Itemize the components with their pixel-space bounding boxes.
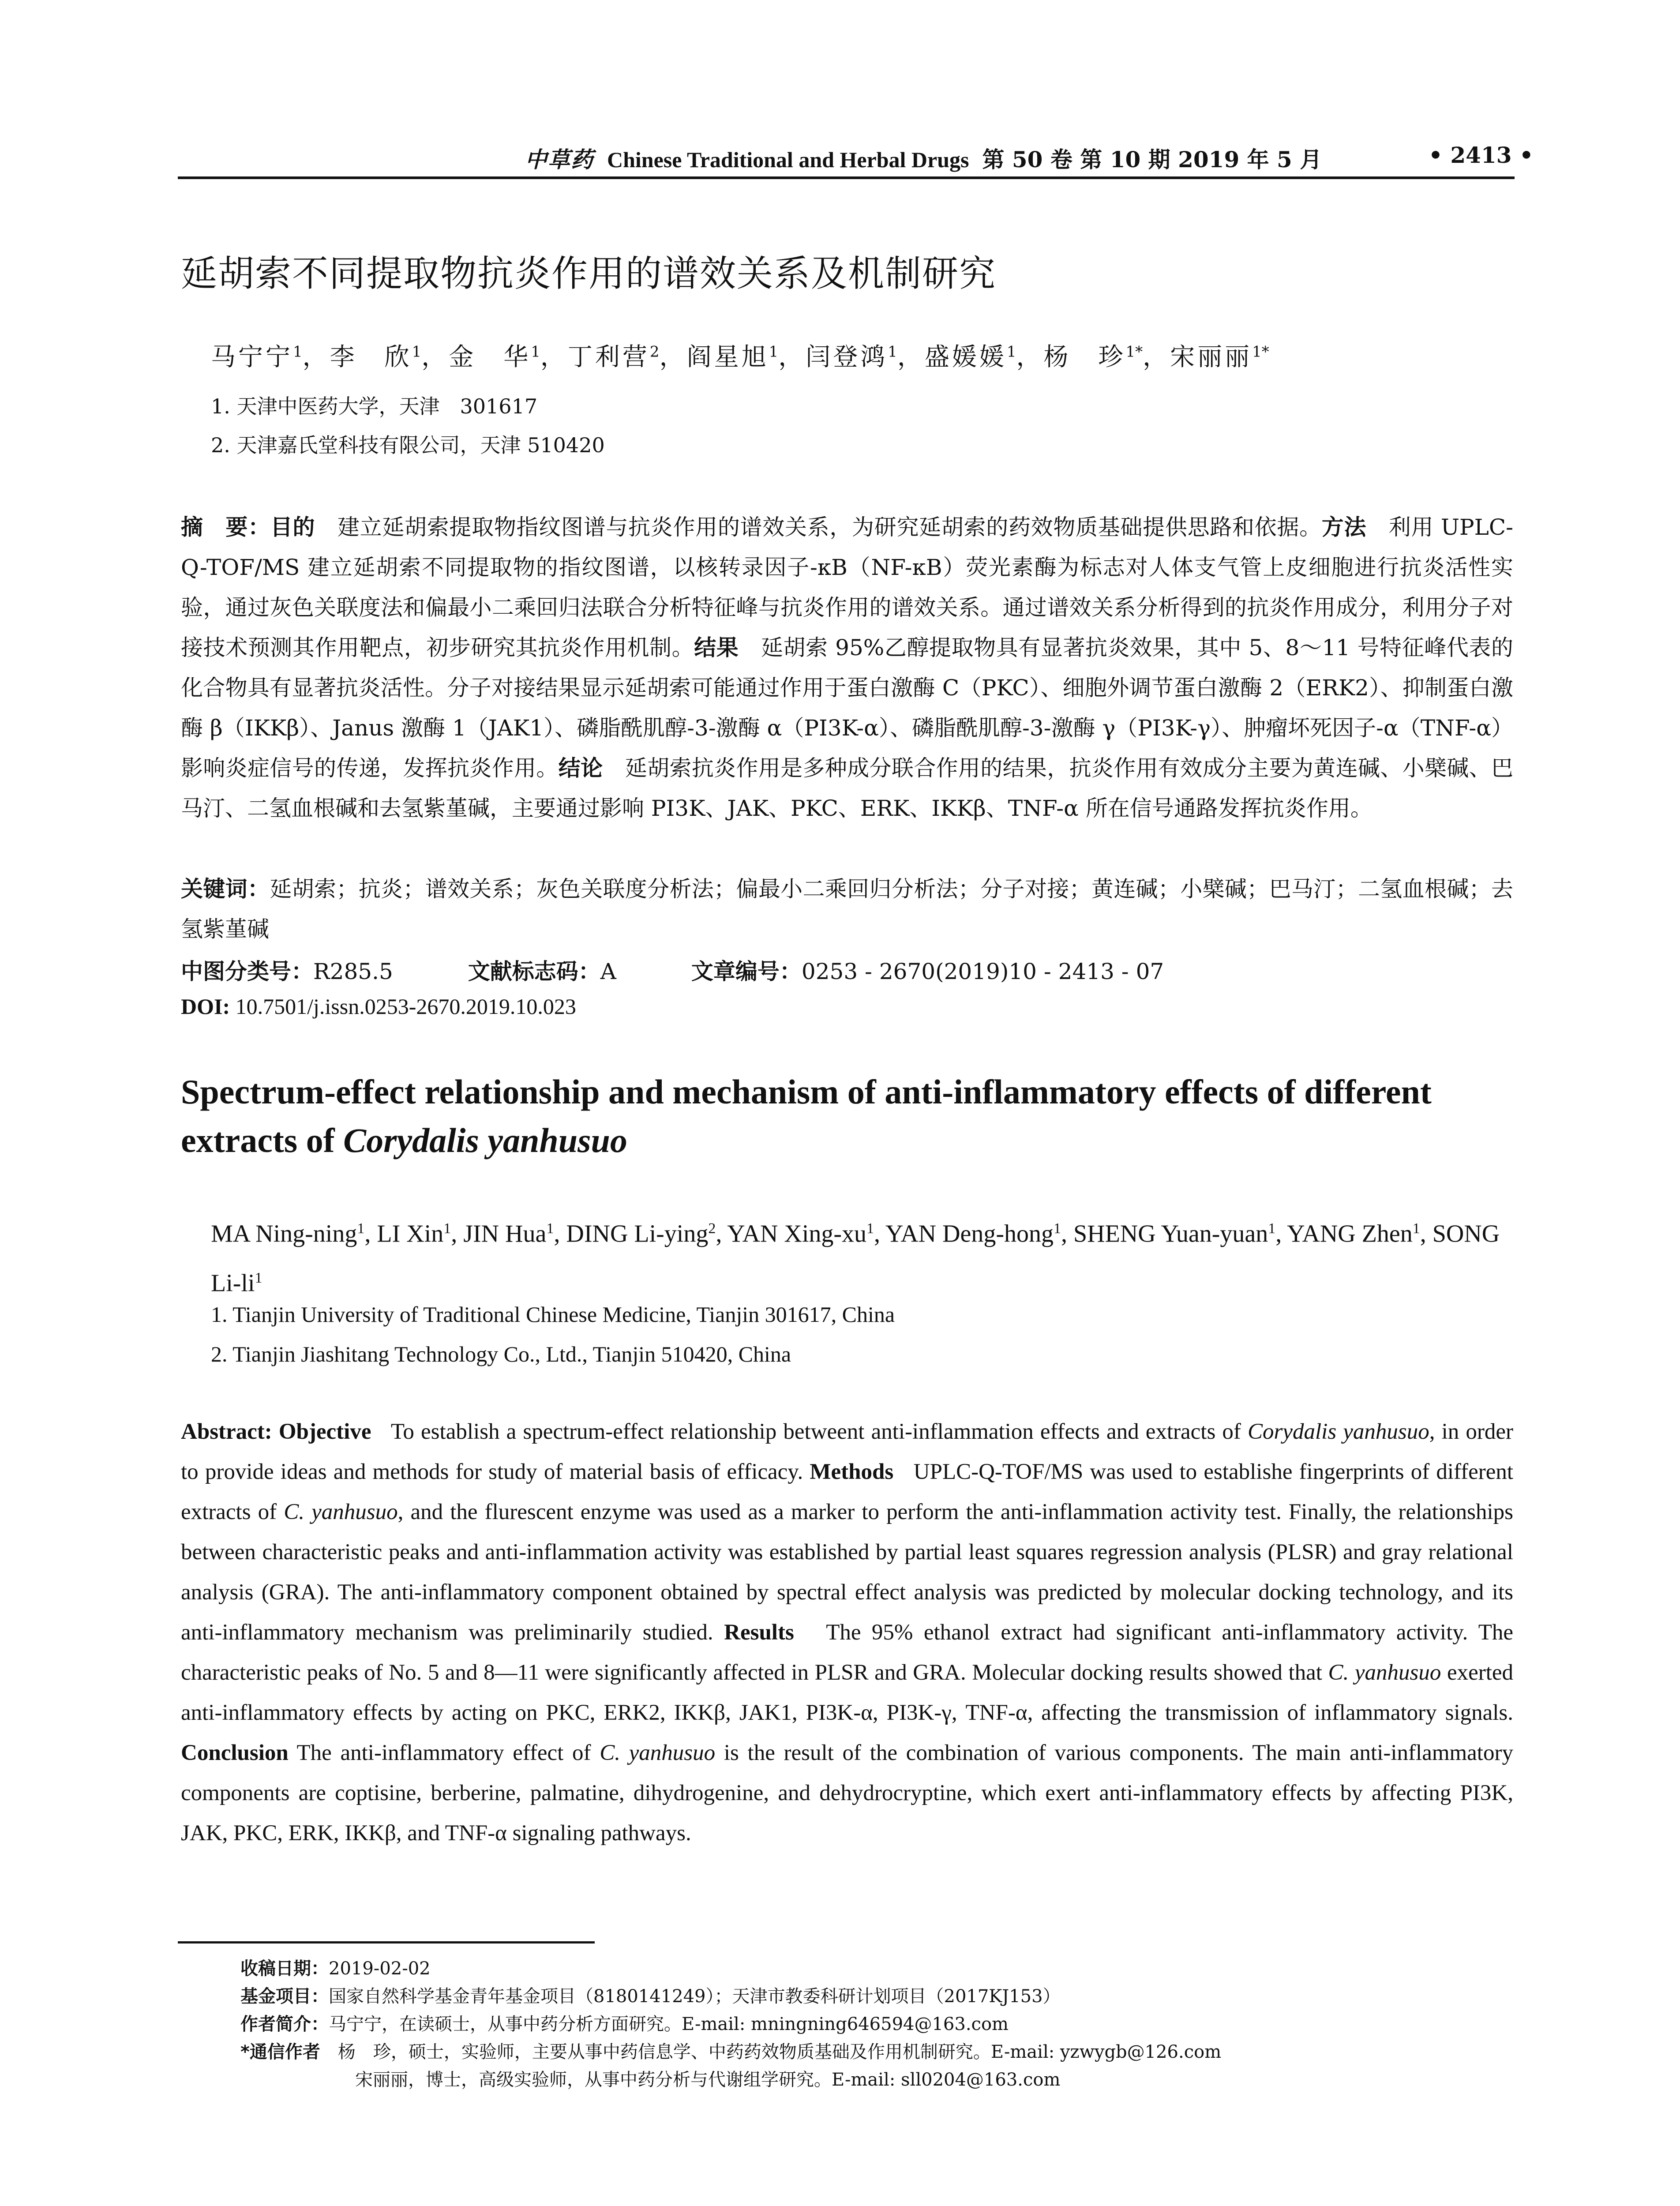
author: 丁利营 bbox=[567, 343, 650, 371]
footnote-corresponding-2: 宋丽丽，博士，高级实验师，从事中药分析与代谢组学研究。E-mail: sll0204@163.com bbox=[355, 2070, 1061, 2090]
author: 宋丽丽 bbox=[1170, 343, 1252, 371]
cn-author-list: 马宁宁$^1$，李 欣$^1$，金 华$^1$，丁利营$^2$，阎星旭$^1$，闫登鸿$^1$，盛媛媛$^1$，杨 珍$^{1*}$，宋丽丽$^{1*}$ bbox=[211, 343, 1269, 371]
footnote-fund: 基金项目：国家自然科学基金青年基金项目（8180141249）；天津市教委科研计划项目（2017KJ153） bbox=[240, 1986, 1061, 2007]
author: 马宁宁 bbox=[211, 343, 293, 371]
issue-info: 第 50 卷 第 10 期 2019 年 5 月 bbox=[982, 146, 1322, 173]
author: 金 华 bbox=[449, 343, 531, 371]
journal-header bbox=[525, 142, 1322, 174]
en-author-list: MA Ning-ning$^1$, LI Xin$^1$, JIN Hua$^1$, DING Li-ying$^2$, YAN Xing-$xu^1$, YAN Deng-hong$^1$, SHENG Yuan-yuan$^1$, YANG Zhen$^1$, SONG $Li-li^1$ bbox=[211, 1220, 1500, 1297]
en-title: Spectrum-effect relationship and mechanism of anti-inflammatory effects of different extracts of Corydalis yanhusuo bbox=[181, 1073, 1432, 1159]
footnote-rule bbox=[178, 1941, 595, 1943]
cn-affiliation: 2. 天津嘉氏堂科技有限公司，天津 510420 bbox=[211, 433, 605, 457]
doi-link[interactable]: 10.7501/j.issn.0253-2670.2019.10.023 bbox=[235, 994, 576, 1019]
cn-title: 延胡索不同提取物抗炎作用的谱效关系及机制研究 bbox=[181, 253, 997, 295]
cn-keywords: 关键词：延胡索；抗炎；谱效关系；灰色关联度分析法；偏最小二乘回归分析法；分子对接；黄连碱；小檗碱；巴马汀；二氢血根碱；去氢紫堇碱 bbox=[181, 876, 1514, 942]
header-rule bbox=[178, 176, 1515, 179]
author: 盛媛媛 bbox=[924, 343, 1007, 371]
journal-name: Chinese Traditional and Herbal Drugs bbox=[607, 147, 969, 172]
classification-line: 中图分类号：R285.5 文献标志码：A 文章编号：0253 - 2670(2019)10 - 2413 - 07 bbox=[181, 959, 1164, 984]
en-affiliation: 2. Tianjin Jiashitang Technology Co., Ltd., Tianjin 510420, China bbox=[211, 1342, 791, 1366]
author: 阎星旭 bbox=[686, 343, 769, 371]
author: 李 欣 bbox=[330, 343, 412, 371]
doi-line: DOI: 10.7501/j.issn.0253-2670.2019.10.023 bbox=[181, 994, 576, 1019]
page-number: • 2413 • bbox=[1429, 142, 1534, 168]
cn-abstract: 摘 要：目的 建立延胡索提取物指纹图谱与抗炎作用的谱效关系，为研究延胡索的药效物质基础提供思路和依据。方法 利用 UPLC-Q-TOF/MS 建立延胡索不同提取物的指纹图谱，以核转录因子-κB（NF-κB）荧光素酶为标志对人体支气管上皮细胞进行抗炎活性实验，通过灰色关联度法和偏最小二乘回归法联合分析特征峰与抗炎作用的谱效关系。通过谱效关系分析得到的抗炎作用成分，利用分子对接技术预测其作用靶点，初步研究其抗炎作用机制。结果 延胡索 95%乙醇提取物具有显著抗炎效果，其中 5、8～11 号特征峰代表的化合物具有显著抗炎活性。分子对接结果显示延胡索可能通过作用于蛋白激酶 C（PKC）、细胞外调节蛋白激酶 2（ERK2）、抑制蛋白激酶 β（IKKβ）、Janus 激酶 1（JAK1）、磷脂酰肌醇-3-激酶 α（PI3K-α）、磷脂酰肌醇-3-激酶 γ（PI3K-γ）、肿瘤坏死因子-α（TNF-α）影响炎症信号的传递，发挥抗炎作用。结论 延胡索抗炎作用是多种成分联合作用的结果，抗炎作用有效成分主要为黄连碱、小檗碱、巴马汀、二氢血根碱和去氢紫堇碱，主要通过影响 PI3K、JAK、PKC、ERK、IKKβ、TNF-α 所在信号通路发挥抗炎作用。 bbox=[181, 514, 1514, 821]
abstract-label: 摘 要： bbox=[181, 514, 270, 540]
footnote-corresponding: *通信作者 杨 珍，硕士，实验师，主要从事中药信息学、中药药效物质基础及作用机制研究。E-mail: yzwygb@126.com bbox=[240, 2042, 1222, 2062]
author: 杨 珍 bbox=[1043, 343, 1126, 371]
footnote-bio: 作者简介：马宁宁，在读硕士，从事中药分析方面研究。E-mail: mningning646594@163.com bbox=[240, 2014, 1009, 2034]
author: 闫登鸿 bbox=[806, 343, 888, 371]
footnote-received: 收稿日期：2019-02-02 bbox=[240, 1958, 431, 1979]
cn-affiliation: 1. 天津中医药大学，天津 301617 bbox=[211, 394, 538, 418]
en-affiliation: 1. Tianjin University of Traditional Chinese Medicine, Tianjin 301617, China bbox=[211, 1302, 895, 1327]
journal-logo: 中草药 bbox=[525, 146, 594, 173]
en-abstract: Abstract: Objective To establish a spectrum-effect relationship betweent anti-inflammation effects and extracts of Corydalis yanhusuo, in order to provide ideas and methods for study of material basis of efficacy. Methods UPLC-Q-TOF/MS was used to establishe fingerprints of different extracts of C. yanhusuo, and the flurescent enzyme was used as a marker to perform the anti-inflammation activity test. Finally, the relationships between characteristic peaks and anti-inflammation activity was established by partial least squares regression analysis (PLSR) and gray relational analysis (GRA). The anti-inflammatory component obtained by spectral effect analysis was predicted by molecular docking technology, and its anti-inflammatory mechanism was preliminarily studied. Results The 95% ethanol extract had significant anti-inflammatory activity. The characteristic peaks of No. 5 and 8—11 were significantly affected in PLSR and GRA. Molecular docking results showed that C. yanhusuo exerted anti-inflammatory effects by acting on PKC, ERK2, IKKβ, JAK1, PI3K-α, PI3K-γ, TNF-α, affecting the transmission of inflammatory signals. Conclusion The anti-inflammatory effect of C. yanhusuo is the result of the combination of various components. The main anti-inflammatory components are coptisine, berberine, palmatine, dihydrogenine, and dehydrocryptine, which exert anti-inflammatory effects by affecting PI3K, JAK, PKC, ERK, IKKβ, and TNF-α signaling pathways. bbox=[181, 1419, 1514, 1846]
